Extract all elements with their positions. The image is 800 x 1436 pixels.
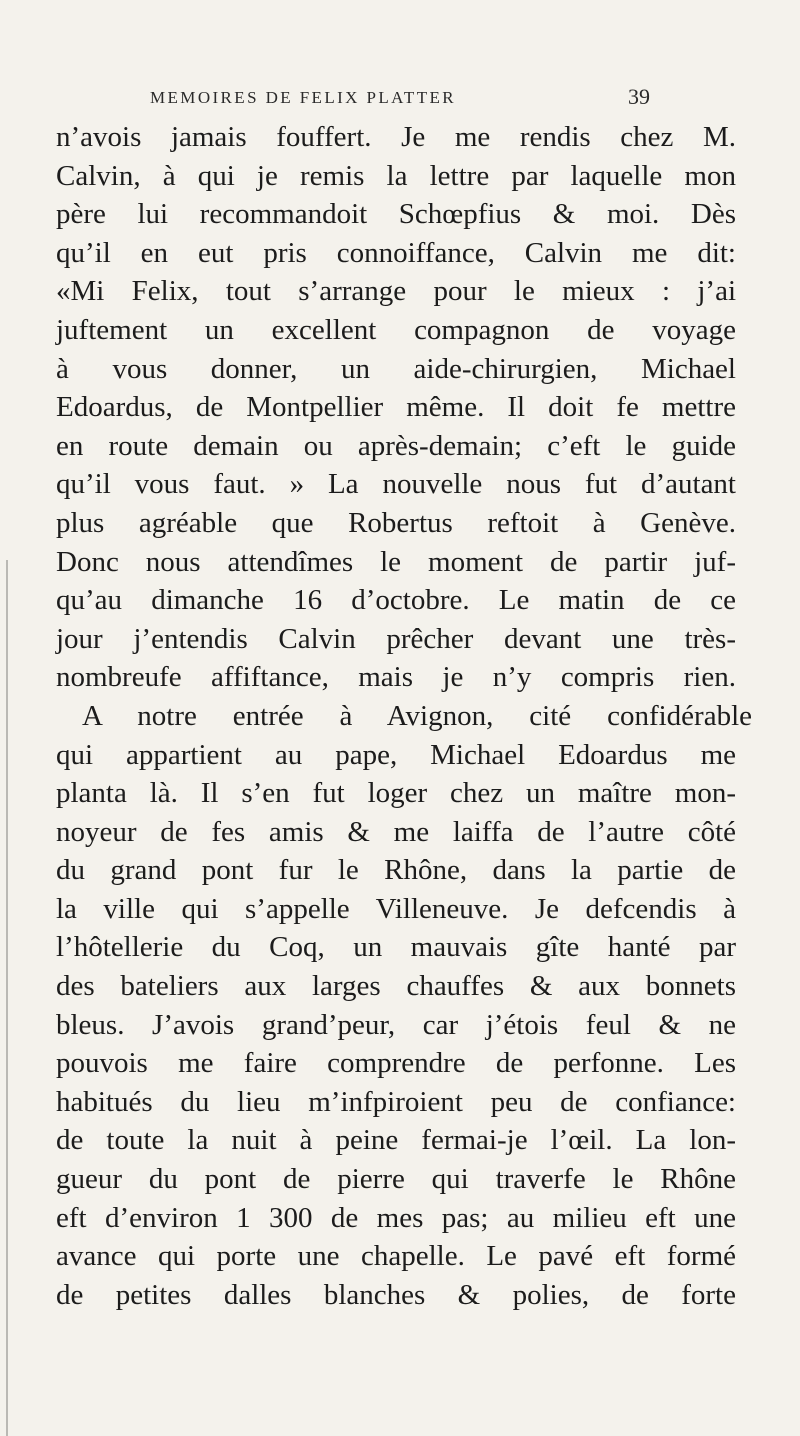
text-line: de toute la nuit à peine fermai-je l’œil. La lon- <box>56 1124 736 1157</box>
text-line: des bateliers aux larges chauffes & aux bonnets <box>56 970 736 1003</box>
page-edge-rule <box>6 560 8 1436</box>
page-header <box>150 84 650 118</box>
text-line: plus agréable que Robertus reftoit à Genève. <box>56 506 736 539</box>
body-text <box>56 118 752 1314</box>
text-line: bleus. J’avois grand’peur, car j’étois feul & ne <box>56 1008 736 1041</box>
text-line: jour j’entendis Calvin prêcher devant une très- <box>56 622 736 655</box>
text-line: qu’il en eut pris connoiffance, Calvin me dit: <box>56 236 736 269</box>
text-line: pouvois me faire comprendre de perfonne. Les <box>56 1047 736 1080</box>
text-line: noyeur de fes amis & me laiffa de l’autre côté <box>56 815 736 848</box>
text-line: de petites dalles blanches & polies, de forte <box>56 1278 736 1311</box>
running-title: MEMOIRES DE FELIX PLATTER <box>150 88 457 107</box>
text-line: la ville qui s’appelle Villeneuve. Je defcendis à <box>56 892 736 925</box>
text-line: en route demain ou après-demain; c’eft le guide <box>56 429 736 462</box>
text-line: avance qui porte une chapelle. Le pavé eft formé <box>56 1240 736 1273</box>
text-line: l’hôtellerie du Coq, un mauvais gîte hanté par <box>56 931 736 964</box>
text-line: planta là. Il s’en fut loger chez un maître mon- <box>56 777 736 810</box>
text-line: eft d’environ 1 300 de mes pas; au milieu eft une <box>56 1201 736 1234</box>
text-line: Edoardus, de Montpellier même. Il doit fe mettre <box>56 391 736 424</box>
text-line: Calvin, à qui je remis la lettre par laquelle mon <box>56 159 736 192</box>
text-line: juftement un excellent compagnon de voyage <box>56 313 736 346</box>
text-line: nombreufe affiftance, mais je n’y compris rien. <box>56 661 736 694</box>
page-number: 39 <box>628 84 650 109</box>
text-line: habitués du lieu m’infpiroient peu de confiance: <box>56 1085 736 1118</box>
text-line: à vous donner, un aide-chirurgien, Michael <box>56 352 736 385</box>
paragraph-start-line: A notre entrée à Avignon, cité confidérable <box>82 699 752 732</box>
text-line: n’avois jamais fouffert. Je me rendis chez M. <box>56 121 736 153</box>
text-line: qui appartient au pape, Michael Edoardus me <box>56 738 736 771</box>
text-line: du grand pont fur le Rhône, dans la partie de <box>56 854 736 887</box>
text-line: qu’au dimanche 16 d’octobre. Le matin de ce <box>56 584 736 617</box>
text-line: Donc nous attendîmes le moment de partir juf- <box>56 545 736 578</box>
text-line: père lui recommandoit Schœpfius & moi. Dès <box>56 198 736 231</box>
text-line: gueur du pont de pierre qui traverfe le Rhône <box>56 1163 736 1196</box>
text-line: qu’il vous faut. » La nouvelle nous fut d’autant <box>56 468 736 501</box>
text-line: «Mi Felix, tout s’arrange pour le mieux : j’ai <box>56 275 736 308</box>
